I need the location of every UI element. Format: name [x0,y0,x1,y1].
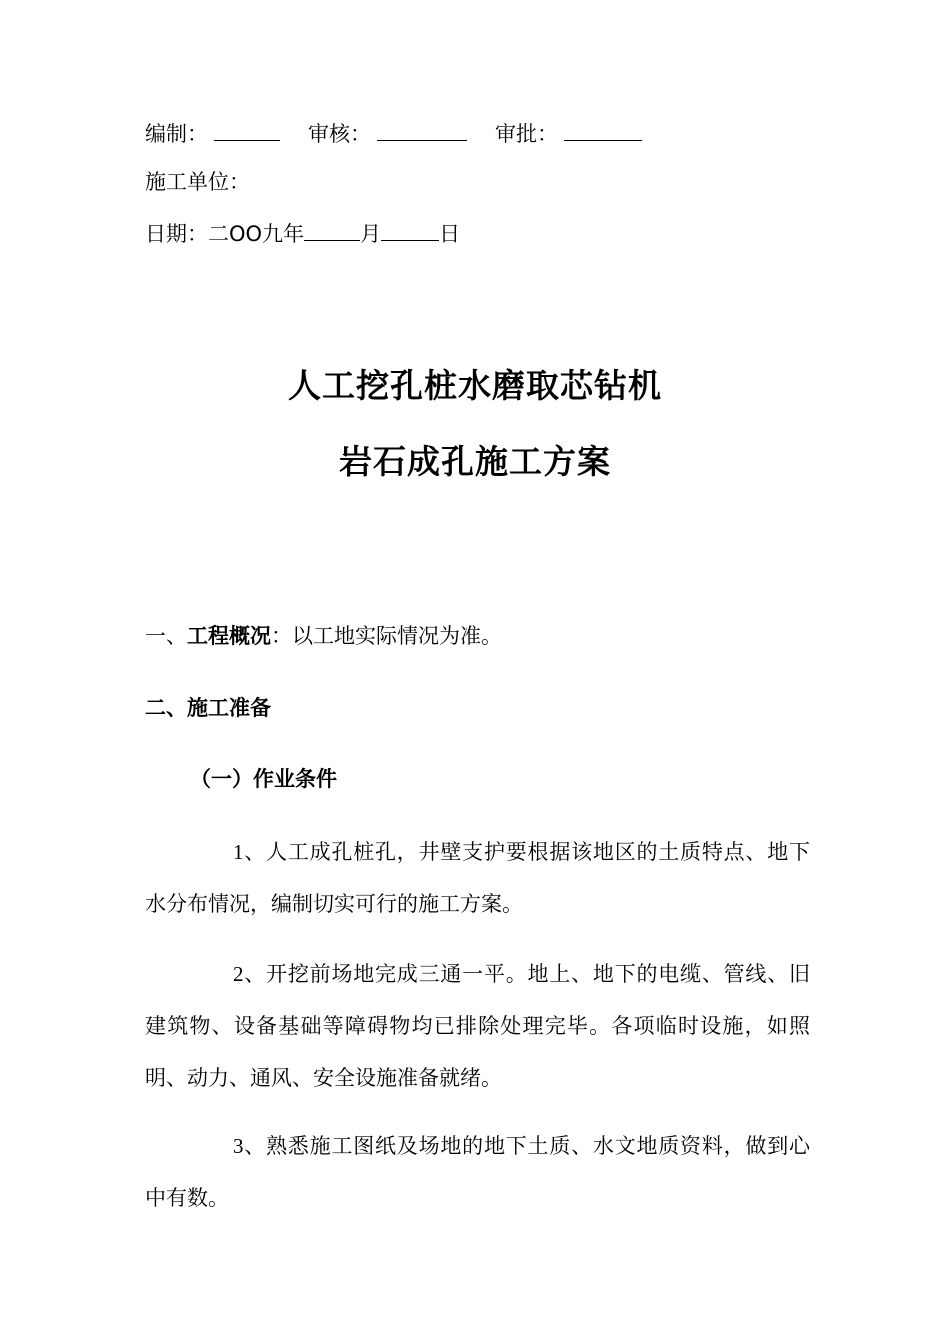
unit-label: 施工单位： [145,170,250,194]
paragraph-3 [145,1120,810,1224]
subsection-1-heading: （一）作业条件 [190,767,337,791]
approve-label: 审批： [495,122,558,146]
section-1-text: ：以工地实际情况为准。 [271,624,502,648]
document-title-line2: 岩石成孔施工方案 [339,442,611,481]
paragraph-1-text: 、人工成孔桩孔，井壁支护要根据该地区的土质特点、地下水分布情况，编制切实可行的施工方案。 [145,840,810,916]
review-label: 审核： [308,122,371,146]
signoff-row [145,118,648,148]
review-blank [377,118,467,141]
paragraph-1 [145,826,810,930]
paragraph-3-number: 3 [233,1134,244,1158]
paragraph-2 [145,948,810,1104]
month-label: 月 [360,222,382,246]
date-row [145,218,460,248]
unit-row [145,168,250,196]
paragraph-2-number: 2 [233,962,244,986]
day-blank [381,218,439,241]
section-2-heading: 二、施工准备 [145,696,271,720]
section-1-number: 一、 [145,624,187,648]
approve-blank [564,118,642,141]
paragraph-3-text: 、熟悉施工图纸及场地的地下土质、水文地质资料，做到心中有数。 [145,1134,810,1210]
day-label: 日 [439,222,461,246]
compile-label: 编制： [145,122,208,146]
section-1-heading [145,622,502,650]
section-1-title: 工程概况 [187,624,271,648]
paragraph-2-text: 、开挖前场地完成三通一平。地上、地下的电缆、管线、旧建筑物、设备基础等障碍物均已排除处理完毕。各项临时设施，如照明、动力、通风、安全设施准备就绪。 [145,962,810,1090]
document-title-line1: 人工挖孔桩水磨取芯钻机 [288,366,662,405]
date-label: 日期：二OO九年 [145,222,305,246]
paragraph-1-number: 1 [233,840,244,864]
compile-blank [214,118,280,141]
month-blank [304,218,360,241]
